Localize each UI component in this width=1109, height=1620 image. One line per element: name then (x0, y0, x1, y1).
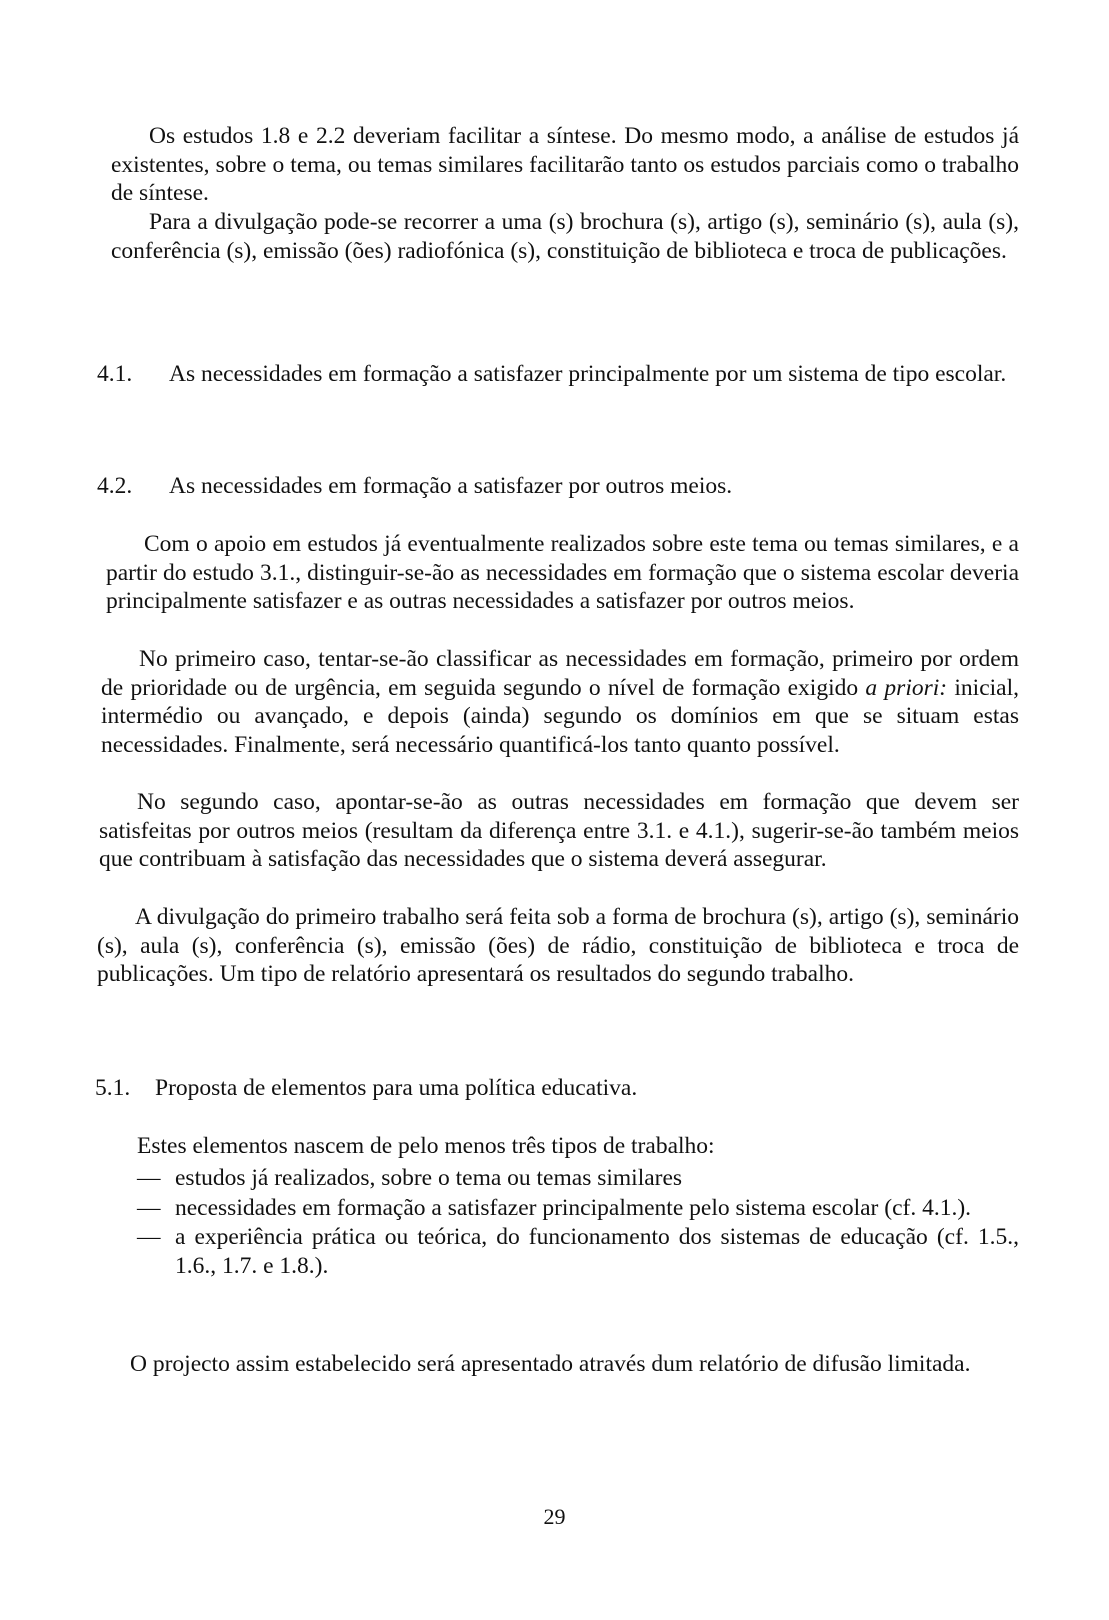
dash-bullet: — (137, 1165, 161, 1191)
section-number: 4.1. (97, 361, 133, 387)
section-heading-4-2 (97, 472, 1027, 502)
list-item-text: a experiência prática ou teórica, do funcionamento dos sistemas de educação (cf. 1.5., 1.6., 1.7. e 1.8.). (175, 1224, 1019, 1279)
section-title: Proposta de elementos para uma política educativa. (155, 1075, 638, 1101)
italic-term: a priori: (865, 674, 948, 701)
page-number: 29 (543, 1504, 566, 1529)
section-title: As necessidades em formação a satisfazer por outros meios. (169, 473, 733, 499)
list-item (137, 1194, 1019, 1223)
paragraph-divulgation: Para a divulgação pode-se recorrer a uma (s) brochura (s), artigo (s), seminário (s), aula (s), conferência (s), emissão (ões) radiofónica (s), constituição de biblioteca e troca de publicações. (111, 209, 1019, 264)
paragraph-first-work-divulgation: A divulgação do primeiro trabalho será feita sob a forma de brochura (s), artigo (s), seminário (s), aula (s), conferência (s), emissão (ões) de rádio, constituição de biblioteca e troca de publicações. Um tipo de relatório apresentará os resultados do segundo trabalho. (97, 904, 1019, 988)
paragraph-text: No primeiro caso, tentar-se-ão classificar as necessidades em formação, primeiro por ordem de prioridade ou de urgência, em seguida segundo o nível de formação exigido (101, 646, 1019, 701)
section-heading-4-1 (97, 360, 1027, 418)
paragraph-project-report: O projecto assim estabelecido será apresentado através dum relatório de difusão limitada. (130, 1351, 971, 1377)
paragraph-synthesis: Os estudos 1.8 e 2.2 deveriam facilitar a síntese. Do mesmo modo, a análise de estudos já existentes, sobre o tema, ou temas similares facilitarão tanto os estudos parciais como o trabalho de síntese. (111, 123, 1019, 207)
section-title: As necessidades em formação a satisfazer principalmente por um sistema de tipo escolar. (169, 361, 1007, 387)
section-number: 4.2. (97, 473, 133, 499)
list-item-text: necessidades em formação a satisfazer principalmente pelo sistema escolar (cf. 4.1.). (175, 1194, 972, 1221)
work-types-list (137, 1164, 1019, 1281)
list-item (137, 1223, 1019, 1280)
paragraph-first-case (101, 645, 1019, 759)
paragraph-text: inicial, intermédio ou avançado, e depois (ainda) segundo os domínios em que se situam estas necessidades. Finalmente, será necessário quantificá-los tanto quanto possível. (101, 674, 1019, 758)
paragraph-elements-intro: Estes elementos nascem de pelo menos três tipos de trabalho: (137, 1133, 715, 1159)
list-item (137, 1164, 1019, 1193)
section-heading-5-1 (95, 1074, 1025, 1104)
section-number: 5.1. (95, 1075, 131, 1101)
paragraph-second-case: No segundo caso, apontar-se-ão as outras necessidades em formação que devem ser satisfeitas por outros meios (resultam da diferença entre 3.1. e 4.1.), sugerir-se-ão também meios que contribuam à satisfação das necessidades que o sistema deverá assegurar. (99, 789, 1019, 873)
paragraph-study-basis: Com o apoio em estudos já eventualmente realizados sobre este tema ou temas similares, e a partir do estudo 3.1., distinguir-se-ão as necessidades em formação que o sistema escolar deveria principalmente satisfazer e as outras necessidades a satisfazer por outros meios. (106, 531, 1019, 615)
dash-bullet: — (137, 1194, 161, 1221)
dash-bullet: — (137, 1224, 161, 1251)
list-item-text: estudos já realizados, sobre o tema ou temas similares (175, 1165, 683, 1191)
